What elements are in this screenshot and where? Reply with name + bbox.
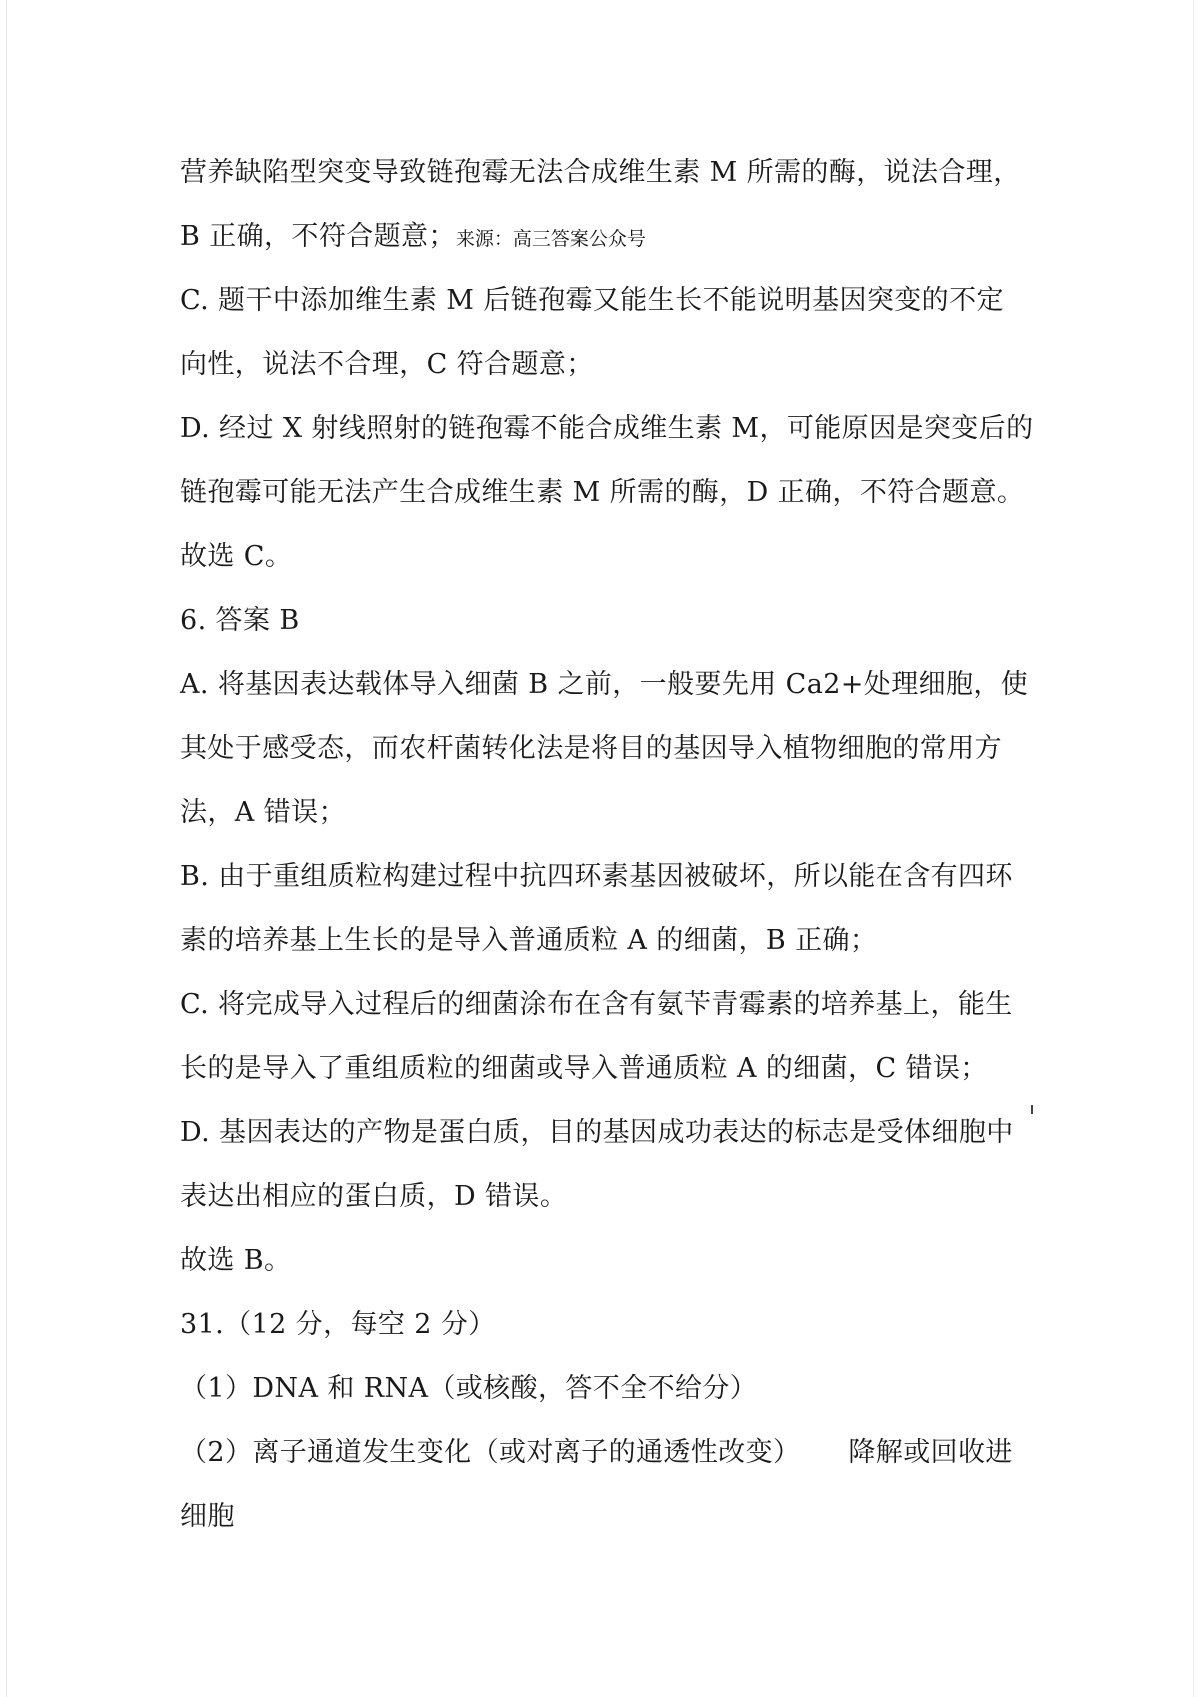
answer-item-2: （2）离子通道发生变化（或对离子的通透性改变） 降解或回收进 <box>180 1437 1013 1468</box>
text-line: D. 基因表达的产物是蛋白质，目的基因成功表达的标志是受体细胞中 <box>180 1117 1014 1148</box>
text-line: C. 将完成导入过程后的细菌涂布在含有氨苄青霉素的培养基上，能生 <box>180 989 1013 1020</box>
text-line: A. 将基因表达载体导入细菌 B 之前，一般要先用 Ca2+处理细胞，使 <box>180 669 1029 700</box>
question-header: 31.（12 分，每空 2 分） <box>180 1309 496 1340</box>
text-line: 其处于感受态，而农杆菌转化法是将目的基因导入植物细胞的常用方 <box>180 733 1002 764</box>
text-line: 营养缺陷型突变导致链孢霉无法合成维生素 M 所需的酶，说法合理， <box>180 157 1021 188</box>
page-edge-left <box>6 0 7 1697</box>
scan-mark <box>1031 1105 1033 1114</box>
text-line: D. 经过 X 射线照射的链孢霉不能合成维生素 M，可能原因是突变后的 <box>180 413 1034 444</box>
text-line: C. 题干中添加维生素 M 后链孢霉又能生长不能说明基因突变的不定 <box>180 285 1004 316</box>
text-line: 故选 C。 <box>180 541 293 572</box>
text-line: 表达出相应的蛋白质，D 错误。 <box>180 1181 568 1212</box>
text-line: 法，A 错误； <box>180 797 346 828</box>
answer-item-1: （1）DNA 和 RNA（或核酸，答不全不给分） <box>180 1373 758 1404</box>
text-line: B. 由于重组质粒构建过程中抗四环素基因被破坏，所以能在含有四环 <box>180 861 1013 892</box>
text-line: 6. 答案 B <box>180 605 300 636</box>
page-edge-right <box>1193 0 1194 1697</box>
text-line: 故选 B。 <box>180 1245 292 1276</box>
text-line: 向性，说法不合理，C 符合题意； <box>180 349 594 380</box>
text-line: B 正确，不符合题意；来源：高三答案公众号 <box>180 221 646 252</box>
text-line: 链孢霉可能无法产生合成维生素 M 所需的酶，D 正确，不符合题意。 <box>180 477 1025 508</box>
answer-text-body <box>180 141 1050 1549</box>
source-note: 来源：高三答案公众号 <box>455 228 646 250</box>
text-line: 细胞 <box>180 1501 235 1532</box>
text-line: 素的培养基上生长的是导入普通质粒 A 的细菌，B 正确； <box>180 925 878 956</box>
text-line: 长的是导入了重组质粒的细菌或导入普通质粒 A 的细菌，C 错误； <box>180 1053 988 1084</box>
